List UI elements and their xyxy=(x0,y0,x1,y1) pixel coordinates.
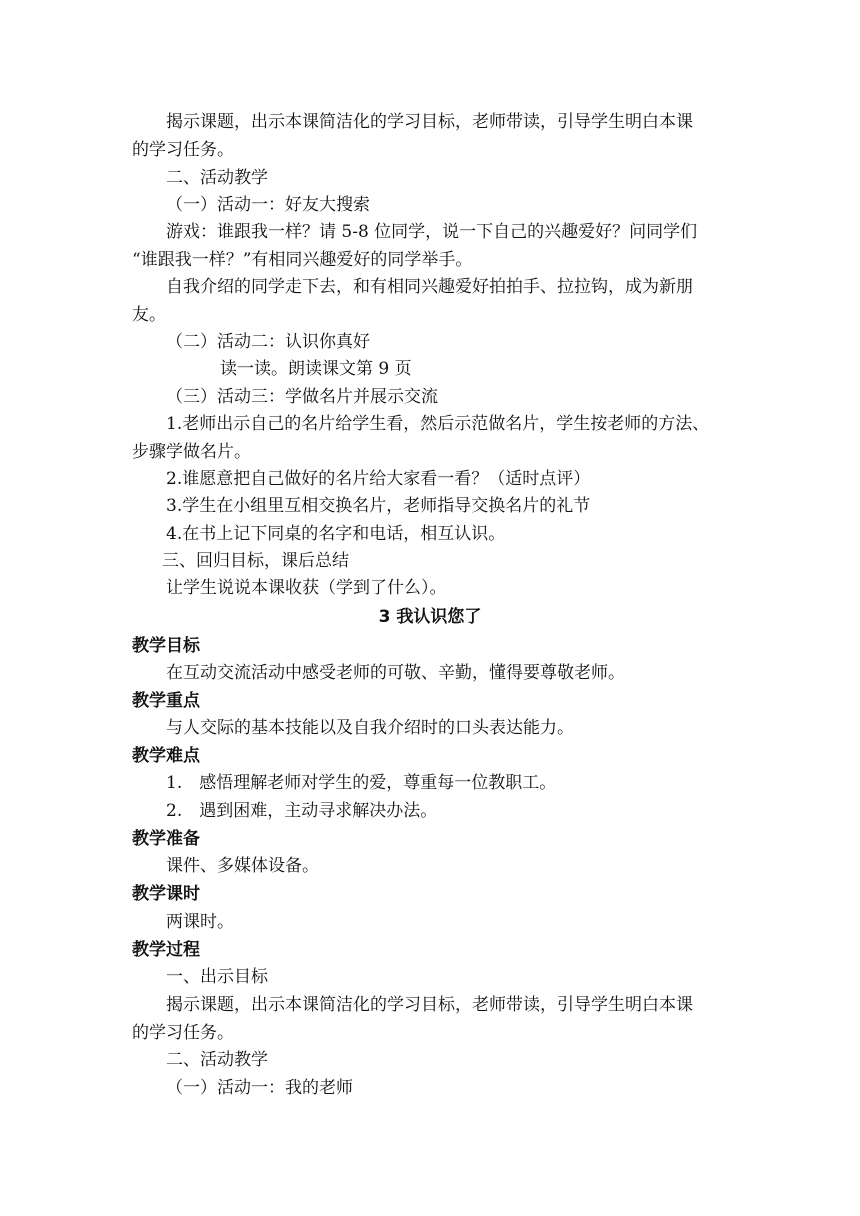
list-item: 4.在书上记下同桌的名字和电话，相互认识。 xyxy=(166,524,506,544)
section-heading: 一、出示目标 xyxy=(166,967,268,987)
activity-heading: （一）活动一：好友大搜索 xyxy=(166,195,370,215)
paragraph-line: 读一读。朗读课文第 9 页 xyxy=(220,359,412,379)
section-heading: 三、回归目标，课后总结 xyxy=(162,551,349,571)
paragraph-line: 揭示课题，出示本课简洁化的学习目标，老师带读，引导学生明白本课 xyxy=(166,995,693,1015)
lesson-title: 3 我认识您了 xyxy=(378,607,482,627)
paragraph-line: 友。 xyxy=(132,305,166,325)
list-item: 3.学生在小组里互相交换名片，老师指导交换名片的礼节 xyxy=(166,496,591,516)
list-item-continuation: 步骤学做名片。 xyxy=(132,442,251,462)
paragraph-line: 的学习任务。 xyxy=(132,140,234,160)
goal-heading: 教学目标 xyxy=(132,636,200,656)
paragraph-line: 的学习任务。 xyxy=(132,1023,234,1043)
section-heading: 二、活动教学 xyxy=(166,1050,268,1070)
paragraph-line: “谁跟我一样？”有相同兴趣爱好的同学举手。 xyxy=(132,250,473,270)
activity-heading: （二）活动二：认识你真好 xyxy=(166,332,370,352)
paragraph-line: 游戏：谁跟我一样？请 5-8 位同学，说一下自己的兴趣爱好？问同学们 xyxy=(166,222,698,242)
paragraph-line: 揭示课题，出示本课简洁化的学习目标，老师带读，引导学生明白本课 xyxy=(166,112,693,132)
key-point-text: 与人交际的基本技能以及自我介绍时的口头表达能力。 xyxy=(166,718,574,738)
difficulty-item: 1. 感悟理解老师对学生的爱，尊重每一位教职工。 xyxy=(166,773,557,793)
activity-heading: （一）活动一：我的老师 xyxy=(166,1078,353,1098)
class-hours-heading: 教学课时 xyxy=(132,884,200,904)
difficulty-item: 2. 遇到困难，主动寻求解决办法。 xyxy=(166,801,438,821)
paragraph-line: 自我介绍的同学走下去，和有相同兴趣爱好拍拍手、拉拉钩，成为新朋 xyxy=(166,277,693,297)
difficulty-heading: 教学难点 xyxy=(132,746,200,766)
paragraph-line: 让学生说说本课收获（学到了什么）。 xyxy=(166,578,447,598)
goal-text: 在互动交流活动中感受老师的可敬、辛勤，懂得要尊敬老师。 xyxy=(166,663,625,683)
key-point-heading: 教学重点 xyxy=(132,691,200,711)
activity-heading: （三）活动三：学做名片并展示交流 xyxy=(166,387,438,407)
section-heading: 二、活动教学 xyxy=(166,168,268,188)
process-heading: 教学过程 xyxy=(132,940,200,960)
list-item: 1.老师出示自己的名片给学生看，然后示范做名片，学生按老师的方法、 xyxy=(166,414,710,434)
list-item: 2.谁愿意把自己做好的名片给大家看一看？（适时点评） xyxy=(166,469,591,489)
class-hours-text: 两课时。 xyxy=(166,912,234,932)
preparation-text: 课件、多媒体设备。 xyxy=(166,856,319,876)
preparation-heading: 教学准备 xyxy=(132,829,200,849)
